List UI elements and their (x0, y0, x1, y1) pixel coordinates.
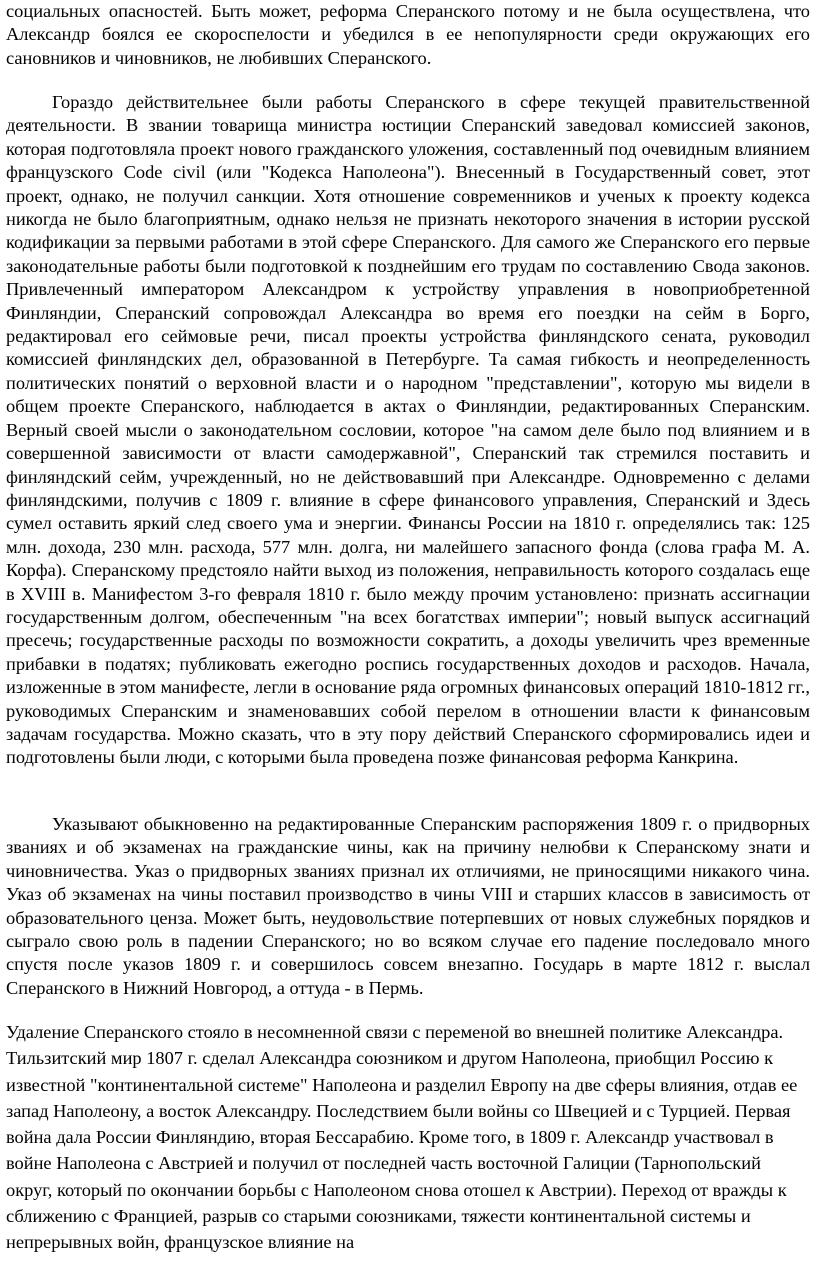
paragraph-3: Указывают обыкновенно на редактированные Сперанским распоряжения 1809 г. о придворных званиях и об экзаменах на гражданские чины, как на причину нелюбви к Сперанскому знати и чиновничества. Указ о придворных званиях признал их отличиями, не приносящими никакого чина. Указ об экзаменах на чины поставил производство в чины VIII и старших классов в зависимость от образовательного ценза. Может быть, неудовольствие потерпевших от новых служебных порядков и сыграло свою роль в падении Сперанского; но во всяком случае его падение последовало много спустя после указов 1809 г. и совершилось совсем внезапно. Государь в марте 1812 г. выслал Сперанского в Нижний Новгород, а оттуда - в Пермь. (6, 814, 810, 998)
paragraph-4: Удаление Сперанского стояло в несомненной связи с переменой во внешней политике Александра. Тильзитский мир 1807 г. сделал Александра союзником и другом Наполеона, приобщил Россию к известной "континентальной системе" Наполеона и разделил Европу на две сферы влияния, отдав ее запад Наполеону, а восток Александру. Последствием были войны со Швецией и с Турцией. Первая война дала России Финляндию, вторая Бессарабию. Кроме того, в 1809 г. Александр участвовал в войне Наполеона с Австрией и получил от последней часть восточной Галиции (Тарнопольский округ, который по окончании борьбы с Наполеоном снова отошел к Австрии). Переход от вражды к сближению с Францией, разрыв со старыми союзниками, тяжести континентальной системы и непрерывных войн, французское влияние на (6, 1022, 798, 1253)
paragraph-2: Гораздо действительнее были работы Сперанского в сфере текущей правительственной деятельности. В звании товарища министра юстиции Сперанский заведовал комиссией законов, которая подготовляла проект нового гражданского уложения, составленный под очевидным влиянием французского Code civil (или "Кодекса Наполеона"). Внесенный в Государственный совет, этот проект, однако, не получил санкции. Хотя отношение современников и ученых к проекту кодекса никогда не было благоприятным, однако нельзя не признать некоторого значения в истории русской кодификации за первыми работами в этой сфере Сперанского. Для самого же Сперанского его первые законодательные работы были подготовкой к позднейшим его трудам по составлению Свода законов. Привлеченный императором Александром к устройству управления в новоприобретенной Финляндии, Сперанский сопровождал Александра во время его поездки на сейм в Борго, редактировал его сеймовые речи, писал проекты устройства финляндского сената, руководил комиссией финляндских дел, образованной в Петербурге. Та самая гибкость и неопределенность политических понятий о верховной власти и о народном "представлении", которую мы видели в общем проекте Сперанского, наблюдается в актах о Финляндии, редактированных Сперанским. Верный своей мысли о законодательном сословии, которое "на самом деле было под влиянием и в совершенной зависимости от власти самодержавной", Сперанский так стремился поставить и финляндский сейм, учрежденный, но не действовавший при Александре. Одновременно с делами финляндскими, получив с 1809 г. влияние в сфере финансового управления, Сперанский и Здесь сумел оставить яркий след своего ума и энергии. Финансы России на 1810 г. определялись так: 125 млн. дохода, 230 млн. расхода, 577 млн. долга, ни малейшего запасного фонда (слова графа М. А. Корфа). Сперанскому предстояло найти выход из положения, неправильность которого создалась еще в XVIII в. Манифестом 3-го февраля 1810 г. было между прочим установлено: признать ассигнации государственным долгом, обеспеченным "на всех богатствах империи"; новый выпуск ассигнаций пресечь; государственные расходы по возможности сократить, а доходы увеличить чрез временные прибавки в податях; публиковать ежегодно роспись государственных доходов и расходов. Начала, изложенные в этом манифесте, легли в основание ряда огромных финансовых операций 1810-1812 гг., руководимых Сперанским и знаменовавших собой перелом в отношении власти к финансовым задачам государства. Можно сказать, что в эту пору действий Сперанского сформировались идеи и подготовлены были люди, с которыми была проведена позже финансовая реформа Канкрина. (6, 92, 810, 768)
paragraph-1: социальных опасностей. Быть может, реформа Сперанского потому и не была осуществлена, что Александр боялся ее скороспелости и убедился в ее непопулярности среди окружающих его сановников и чиновников, не любивших Сперанского. (6, 1, 810, 68)
